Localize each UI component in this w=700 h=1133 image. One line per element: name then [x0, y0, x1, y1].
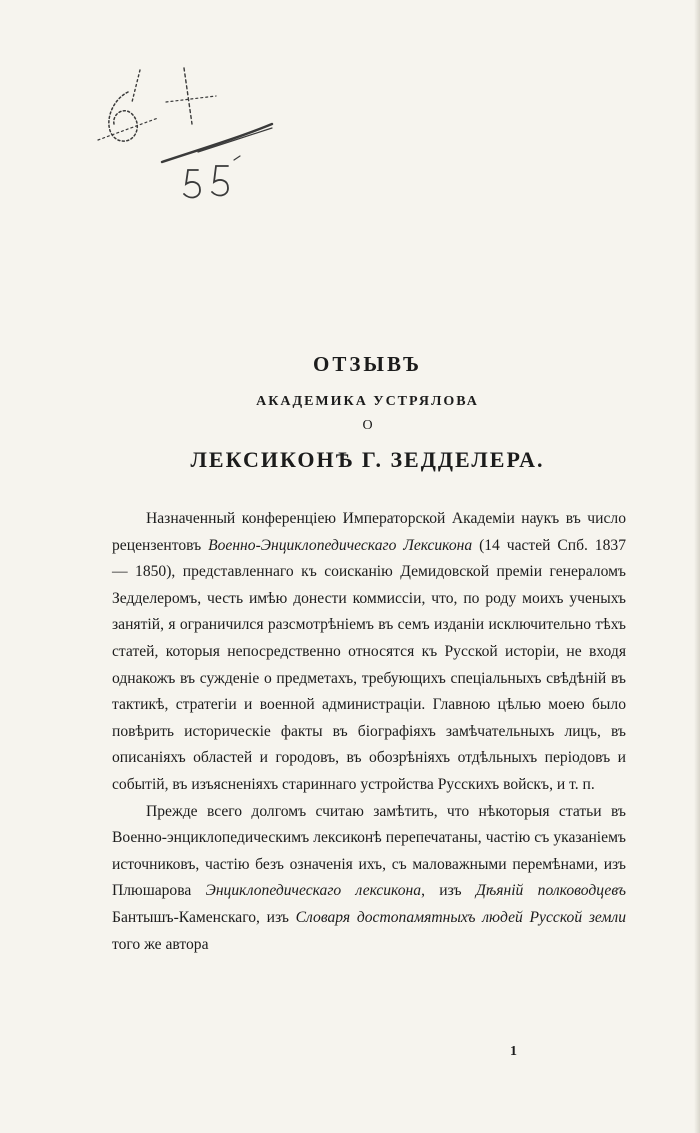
- p1-text-1: Назначенный конференціею Императорской Академіи наукъ въ число рецензентовъ: [112, 510, 626, 554]
- p2-text-2: , изъ: [421, 882, 476, 900]
- heading-block: [110, 350, 625, 478]
- heading-connector: О: [362, 418, 373, 433]
- body-text: [112, 506, 626, 958]
- p2-text-4: того же автора: [112, 935, 209, 953]
- paragraph-2: [112, 799, 626, 959]
- page-edge-shadow: [694, 0, 700, 1133]
- p2-text-1: Прежде всего долгомъ считаю замѣтить, что нѣкоторыя статьи въ Военно-энциклопедическимъ лексиконѣ перепечатаны, частію съ указаніемъ источниковъ, частію безъ означенія ихъ, съ маловажными перемѣнами, изъ Плюшарова: [112, 802, 626, 900]
- heading-subject: ЛЕКСИКОНѢ Г. ЗЕДДЕЛЕРА.: [190, 447, 545, 472]
- paragraph-1: [112, 506, 626, 799]
- p2-italic-3: Словаря достопамятныхъ людей Русской земли: [295, 908, 626, 926]
- page-number: 1: [510, 1044, 517, 1059]
- heading-subtitle: АКАДЕМИКА УСТРЯЛОВА: [256, 394, 479, 409]
- pencil-marks-drawing: [88, 62, 288, 202]
- p2-text-3: Бантышъ-Каменскаго, изъ: [112, 908, 296, 926]
- p2-italic-2: Дѣяній полководцевъ: [475, 882, 626, 900]
- p1-text-2: (14 частей Спб. 1837 — 1850), представленнаго къ соисканію Демидовской преміи генераломъ Зедделеромъ, честь имѣю донести коммиссіи, что, по роду моихъ ученыхъ занятій, я ограничился разсмотрѣніемъ въ семъ изданіи исключительно тѣхъ статей, которыя непосредственно относятся къ Русской исторіи, не входя однакожъ въ сужденіе о предметахъ, требующихъ спеціальныхъ свѣдѣній въ тактикѣ, стратегіи и военной администраціи. Главною цѣлью моею было повѣрить историческіе факты въ біографіяхъ замѣчательныхъ лицъ, въ описаніяхъ областей и городовъ, въ обозрѣніяхъ отдѣльныхъ періодовъ и событій, въ изъясненіяхъ стариннаго устройства Русскихъ войскъ, и т. п.: [112, 536, 626, 793]
- p2-italic-1: Энциклопедическаго лексикона: [205, 882, 422, 900]
- heading-title: ОТЗЫВЪ: [312, 352, 422, 376]
- handwritten-shelfmark: [88, 62, 288, 206]
- p1-italic-title: Военно-Энциклопедическаго Лексикона: [208, 536, 473, 554]
